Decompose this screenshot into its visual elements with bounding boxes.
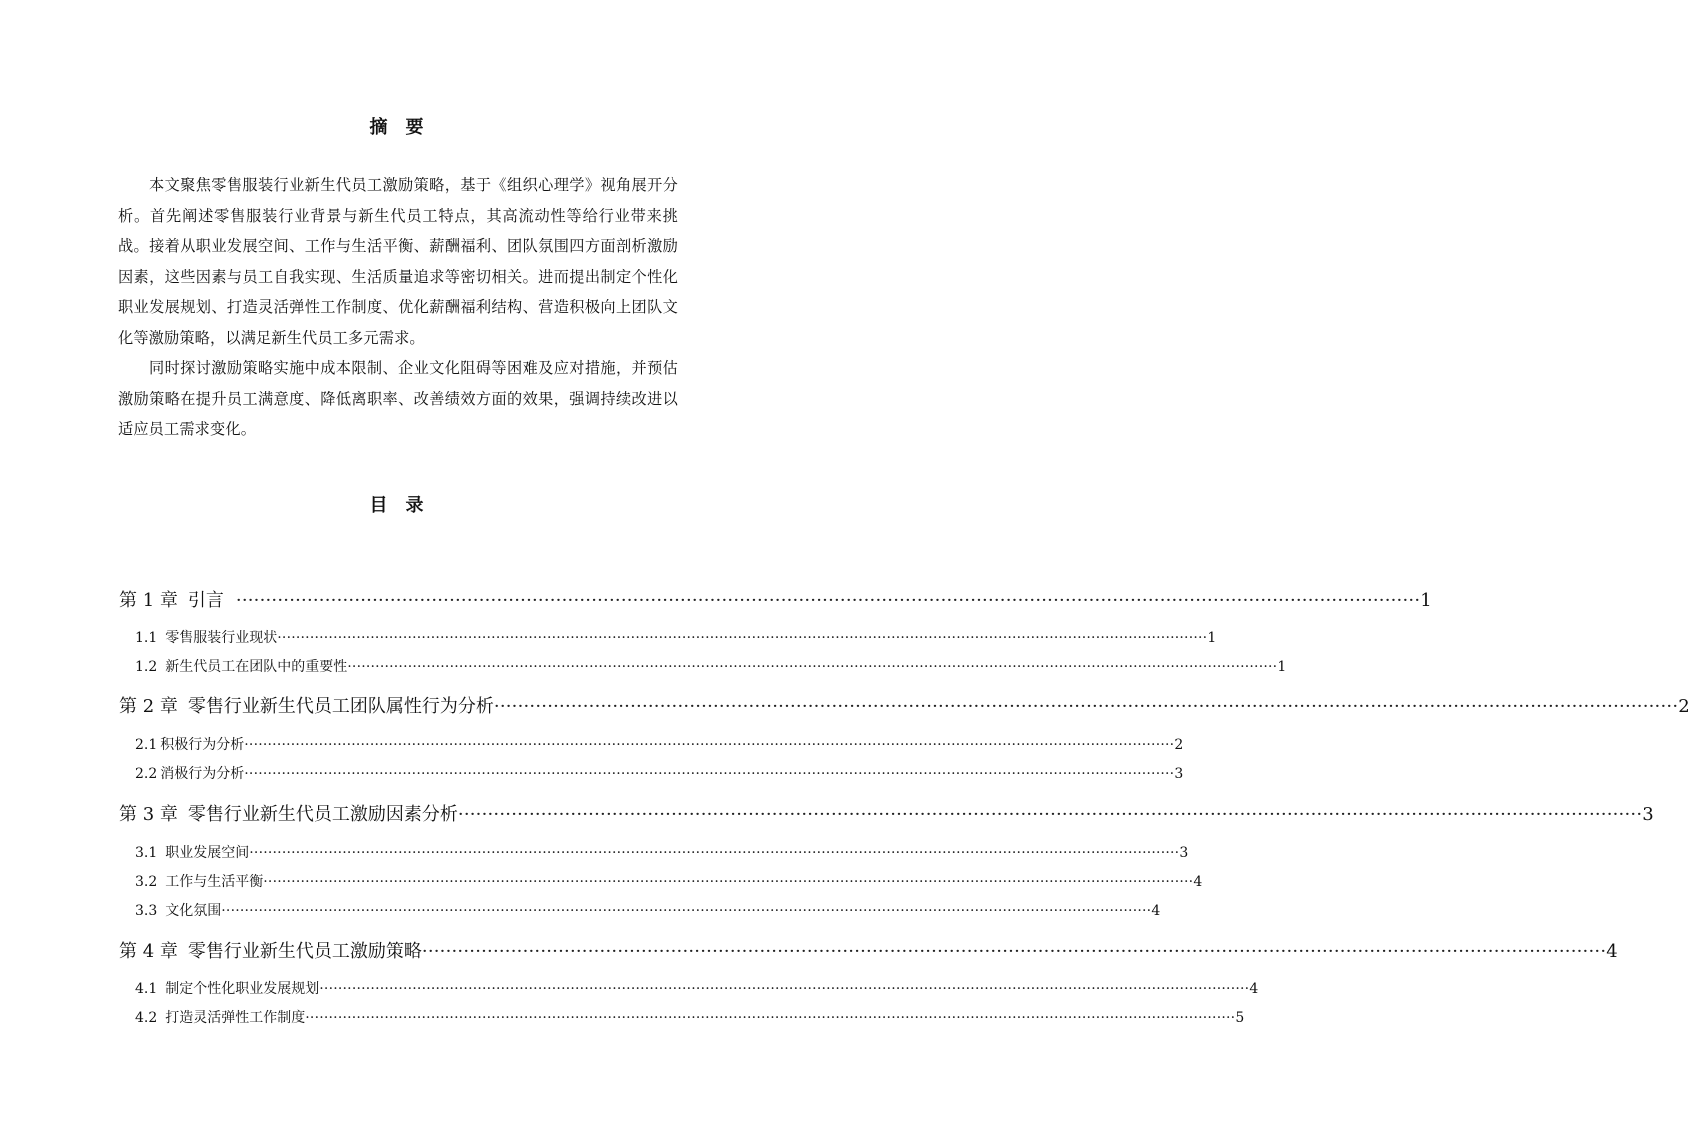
toc-entry-chapter[interactable] [119,692,1690,718]
toc-entry-page: 4 [1193,874,1203,890]
toc-entry-number: 第 2 章 [119,696,178,717]
toc-entry-page: 4 [1151,903,1161,919]
toc-entry-title: 零售行业新生代员工激励策略 [187,941,422,962]
toc-heading-char: 录 [405,495,424,516]
toc-entry-title: 零售行业新生代员工团队属性行为分析 [187,696,494,717]
toc-entry-number: 4.1 [135,981,158,997]
toc-leader-dots: ········································································································································································································ [235,590,1421,611]
toc-leader-dots: ········································································································································································································ [319,981,1250,997]
toc-entry-title: 零售行业新生代员工激励因素分析 [187,804,458,825]
toc-leader-dots: ········································································································································································································ [277,630,1208,646]
toc-leader-dots: ········································································································································································································ [457,804,1643,825]
toc-entry-page: 2 [1174,737,1184,753]
toc-leader-dots: ········································································································································································································ [347,659,1278,675]
toc-entry-chapter[interactable] [119,800,1654,826]
toc-entry-chapter[interactable] [119,586,1432,612]
toc-entry-section[interactable] [135,734,1184,754]
toc-leader-dots: ········································································································································································································ [244,737,1175,753]
toc-heading [0,491,793,517]
toc-entry-section[interactable] [135,900,1161,920]
toc-entry-page: 1 [1277,659,1287,675]
toc-entry-section[interactable] [135,871,1203,891]
toc-entry-section[interactable] [135,627,1217,647]
toc-entry-number: 1.1 [135,630,158,646]
toc-entry-number: 2.2 [135,766,158,782]
toc-leader-dots: ········································································································································································································ [421,941,1607,962]
toc-entry-title: 职业发展空间 [165,845,250,861]
abstract-heading [0,113,793,139]
toc-entry-section[interactable] [135,763,1184,783]
toc-entry-page: 5 [1235,1010,1245,1026]
toc-entry-number: 第 4 章 [119,941,178,962]
toc-entry-title: 引言 [187,590,224,611]
toc-entry-title: 工作与生活平衡 [165,874,264,890]
toc-entry-page: 2 [1678,696,1690,717]
toc-leader-dots: ········································································································································································································ [244,766,1175,782]
toc-entry-title: 积极行为分析 [160,737,245,753]
abstract-heading-char: 要 [405,117,424,138]
toc-entry-section[interactable] [135,978,1259,998]
abstract-heading-char: 摘 [369,117,388,138]
toc-entry-title: 消极行为分析 [160,766,245,782]
toc-entry-number: 3.1 [135,845,158,861]
abstract-paragraph: 本文聚焦零售服装行业新生代员工激励策略，基于《组织心理学》视角展开分析。首先阐述零售服装行业背景与新生代员工特点，其高流动性等给行业带来挑战。接着从职业发展空间、工作与生活平衡、薪酬福利、团队氛围四方面剖析激励因素，这些因素与员工自我实现、生活质量追求等密切相关。进而提出制定个性化职业发展规划、打造灵活弹性工作制度、优化薪酬福利结构、营造积极向上团队文化等激励策略，以满足新生代员工多元需求。 [118,176,678,347]
toc-entry-number: 1.2 [135,659,158,675]
toc-leader-dots: ········································································································································································································ [249,845,1180,861]
abstract-paragraph: 同时探讨激励策略实施中成本限制、企业文化阻碍等困难及应对措施，并预估激励策略在提升员工满意度、降低离职率、改善绩效方面的效果，强调持续改进以适应员工需求变化。 [118,359,678,438]
toc-entry-section[interactable] [135,1007,1245,1027]
toc-entry-page: 1 [1420,590,1432,611]
toc-entry-page: 4 [1249,981,1259,997]
toc-entry-title: 打造灵活弹性工作制度 [165,1010,306,1026]
toc-entry-number: 3.2 [135,874,158,890]
toc-entry-number: 2.1 [135,737,158,753]
toc-entry-number: 第 1 章 [119,590,178,611]
abstract-body [118,170,678,445]
toc-entry-number: 3.3 [135,903,158,919]
toc-entry-page: 3 [1642,804,1654,825]
toc-entry-page: 3 [1174,766,1184,782]
toc-entry-page: 1 [1207,630,1217,646]
toc-entry-title: 文化氛围 [165,903,222,919]
toc-entry-title: 制定个性化职业发展规划 [165,981,320,997]
toc-entry-title: 新生代员工在团队中的重要性 [165,659,348,675]
toc-leader-dots: ········································································································································································································ [263,874,1194,890]
toc-entry-page: 4 [1606,941,1618,962]
toc-leader-dots: ········································································································································································································ [305,1010,1236,1026]
toc-entry-section[interactable] [135,842,1189,862]
toc-entry-section[interactable] [135,656,1287,676]
toc-entry-number: 第 3 章 [119,804,178,825]
toc-leader-dots: ········································································································································································································ [221,903,1152,919]
toc-heading-char: 目 [369,495,388,516]
toc-leader-dots: ········································································································································································································ [493,696,1679,717]
toc-entry-number: 4.2 [135,1010,158,1026]
toc-entry-page: 3 [1179,845,1189,861]
toc-entry-chapter[interactable] [119,937,1618,963]
toc-entry-title: 零售服装行业现状 [165,630,278,646]
